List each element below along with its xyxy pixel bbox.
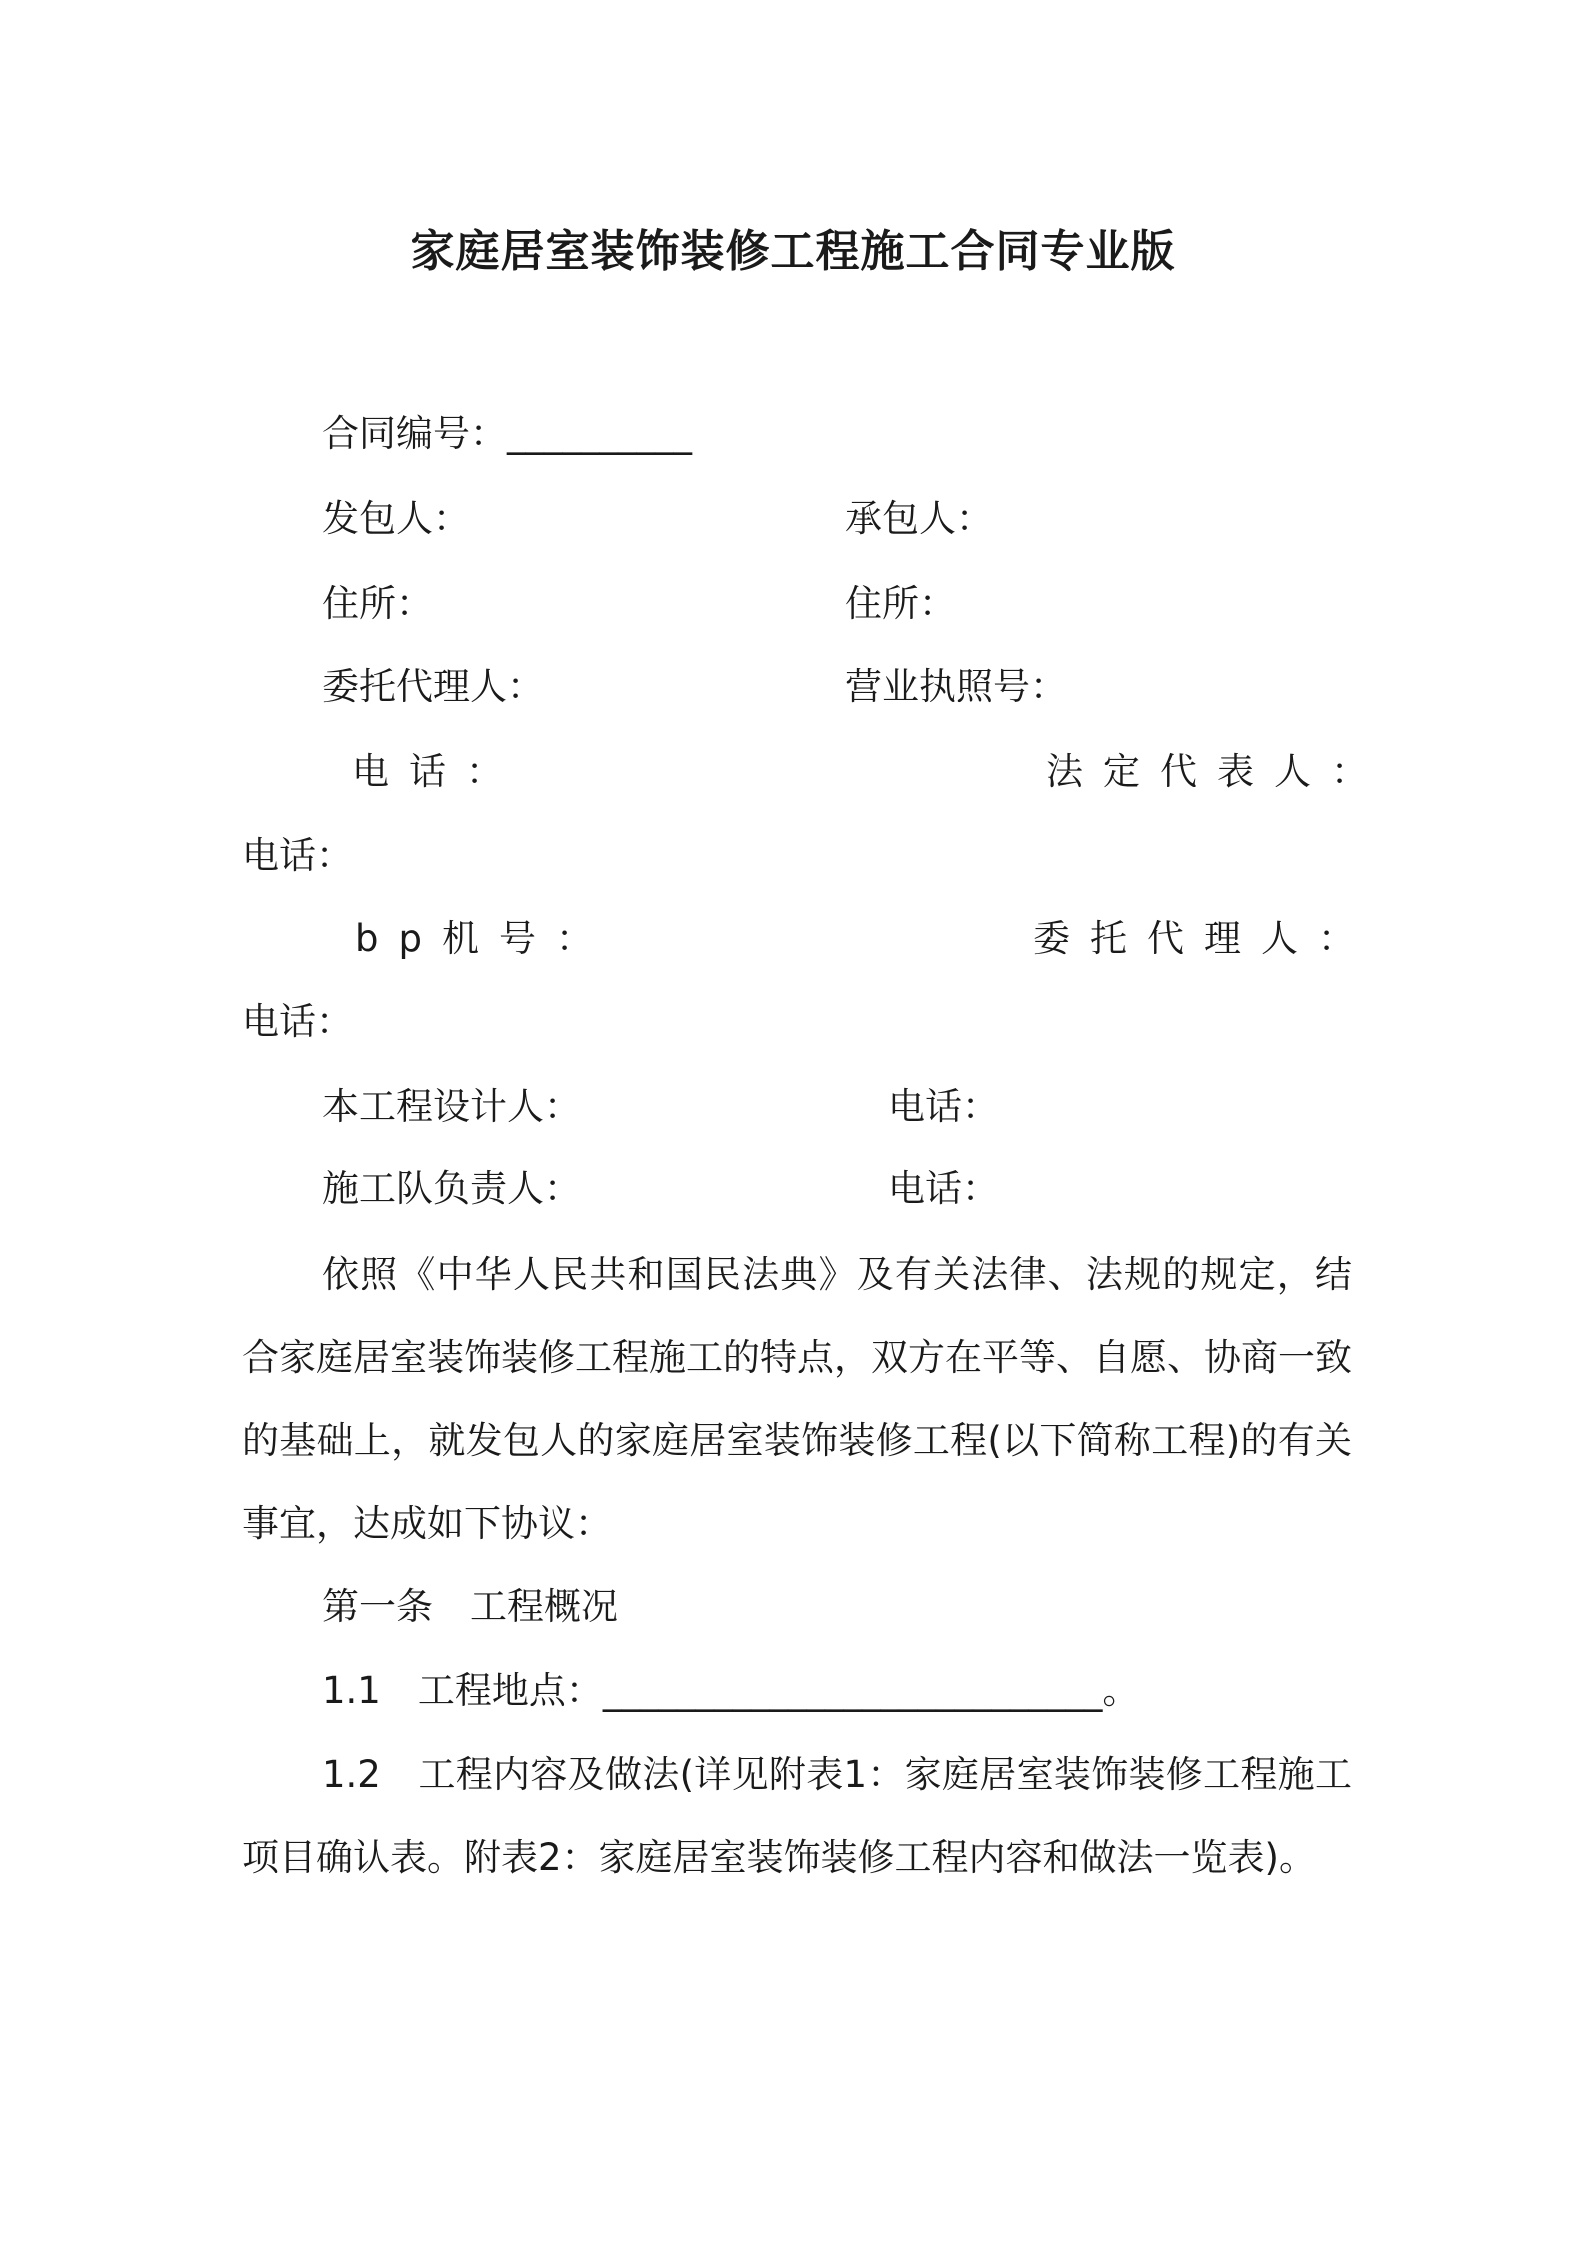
designer-label: 本工程设计人： [322,1085,581,1128]
contractor-address-label: 住所： [845,582,956,625]
employer-agent-label: 委托代理人： [322,665,544,708]
contractor-agent-phone-label: 电话： [242,1000,353,1043]
employer-label: 发包人： [322,497,470,540]
contractor-label: 承包人： [845,497,993,540]
legal-rep-phone-label: 电话： [242,834,353,877]
article-1-heading: 第一条 工程概况 [322,1585,618,1628]
team-leader-phone-label: 电话： [888,1167,999,1210]
employer-address-label: 住所： [322,582,433,625]
designer-phone-label: 电话： [888,1085,999,1128]
legal-representative-label: 法定代表人： [1046,750,1388,793]
item-1-2-content: 1.2 工程内容及做法(详见附表1：家庭居室装饰装修工程施工项目确认表。附表2：家庭居室装饰装修工程内容和做法一览表)。 [242,1753,1352,1879]
contract-number: 合同编号：__________ [322,412,692,455]
pager-number-label: bp机号： [355,917,613,960]
team-leader-label: 施工队负责人： [322,1167,581,1210]
item-1-1-location: 1.1 工程地点：___________________________。 [322,1669,1140,1712]
contractor-agent-label: 委托代理人： [1033,917,1375,960]
document-title: 家庭居室装饰装修工程施工合同专业版 [410,226,1176,277]
employer-phone-label: 电话： [352,750,523,793]
business-license-label: 营业执照号： [845,665,1067,708]
intro-paragraph: 依照《中华人民共和国民法典》及有关法律、法规的规定，结合家庭居室装饰装修工程施工的特点，双方在平等、自愿、协商一致的基础上，就发包人的家庭居室装饰装修工程(以下简称工程)的有关事宜，达成如下协议： [242,1253,1352,1545]
